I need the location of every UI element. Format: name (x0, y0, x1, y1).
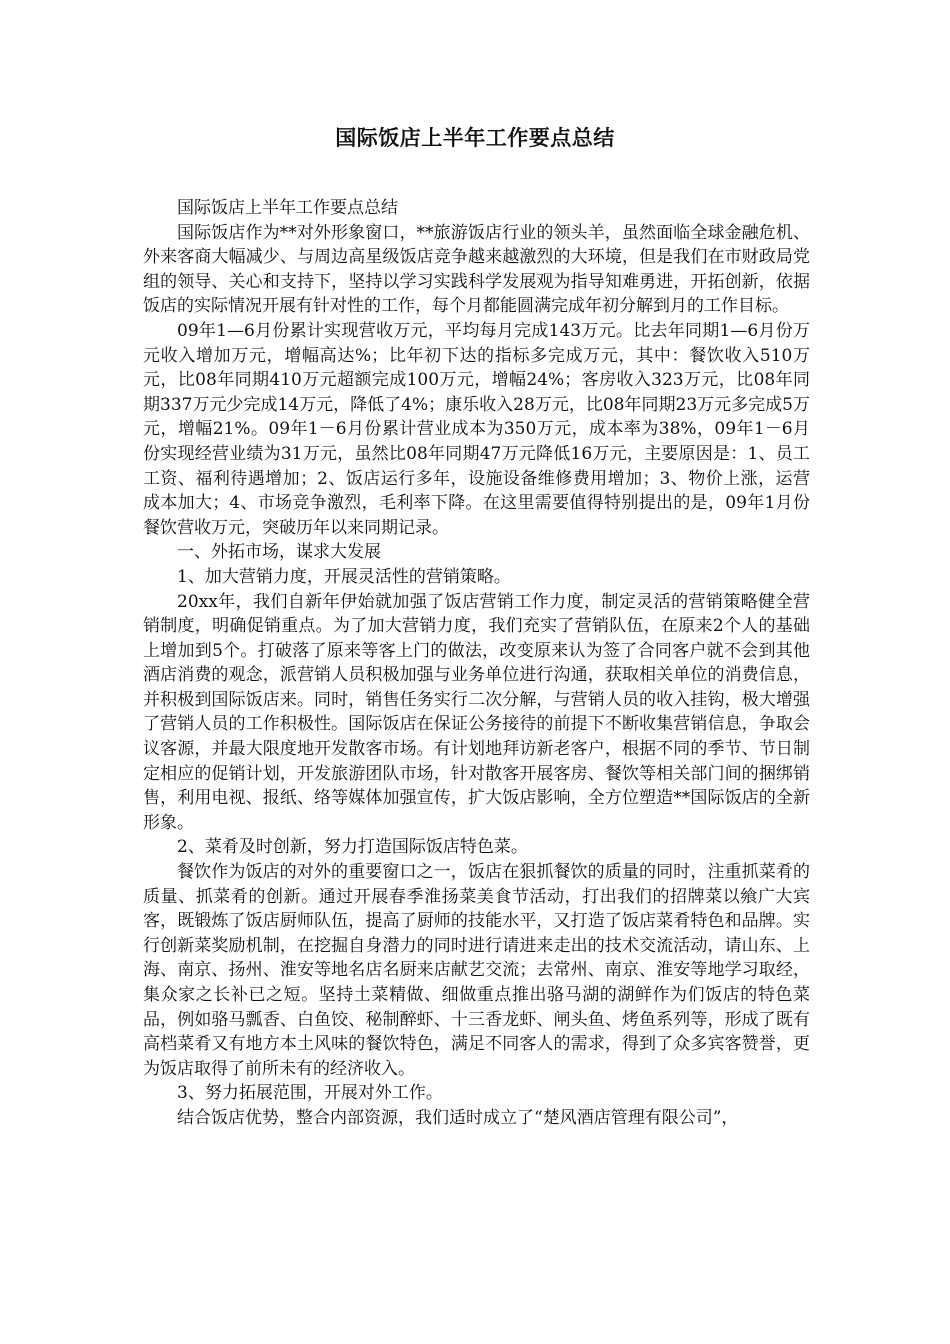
document-body (143, 196, 810, 1131)
paragraph-marketing: 20xx年，我们自新年伊始就加强了饭店营销工作力度，制定灵活的营销策略健全营销制度，明确促销重点。为了加大营销力度，我们充实了营销队伍，在原来2个人的基础上增加到5个。打破落了原来等客上门的做法，改变原来认为签了合同客户就不会到其他酒店消费的观念，派营销人员积极加强与业务单位进行沟通，获取相关单位的消费信息，并积极到国际饭店来。同时，销售任务实行二次分解，与营销人员的收入挂钩，极大增强了营销人员的工作积极性。国际饭店在保证公务接待的前提下不断收集营销信息，争取会议客源，并最大限度地开发散客市场。有计划地拜访新老客户，根据不同的季节、节日制定相应的促销计划，开发旅游团队市场，针对散客开展客房、餐饮等相关部门间的捆绑销售，利用电视、报纸、络等媒体加强宣传，扩大饭店影响，全方位塑造**国际饭店的全新形象。 (143, 591, 810, 833)
paragraph-revenue: 09年1—6月份累计实现营收万元，平均每月完成143万元。比去年同期1—6月份万元收入增加万元，增幅高达%；比年初下达的指标多完成万元，其中：餐饮收入510万元，比08年同期410万元超额完成100万元，增幅24%；客房收入323万元，比08年同期337万元少完成14万元，降低了4%；康乐收入28万元，比08年同期23万元多完成5万元，增幅21%。09年1－6月份累计营业成本为350万元，成本率为38%，09年1－6月份实现经营业绩为31万元，虽然比08年同期47万元降低16万元，主要原因是：1、员工工资、福利待遇增加；2、饭店运行多年，设施设备维修费用增加；3、物价上涨，运营成本加大；4、市场竞争激烈，毛利率下降。在这里需要值得特别提出的是，09年1月份餐饮营收万元，突破历年以来同期记录。 (143, 320, 810, 538)
subheading-marketing: 1、加大营销力度，开展灵活性的营销策略。 (177, 566, 511, 587)
paragraph-cuisine: 餐饮作为饭店的对外的重要窗口之一，饭店在狠抓餐饮的质量的同时，注重抓菜肴的质量、抓菜肴的创新。通过开展春季淮扬菜美食节活动，打出我们的招牌菜以飨广大宾客，既锻炼了饭店厨师队伍，提高了厨师的技能水平，又打造了饭店菜肴特色和品牌。实行创新菜奖励机制，在挖掘自身潜力的同时进行请进来走出的技术交流活动，请山东、上海、南京、扬州、淮安等地名店名厨来店献艺交流；去常州、南京、淮安等地学习取经，集众家之长补已之短。坚持土菜精做、细做重点推出骆马湖的湖鲜作为们饭店的特色菜品，例如骆马瓢香、白鱼饺、秘制醉虾、十三香龙虾、闸头鱼、烤鱼系列等，形成了既有高档菜肴又有地方本土风味的餐饮特色，满足不同客人的需求，得到了众多宾客赞誉，更为饭店取得了前所未有的经济收入。 (143, 862, 810, 1079)
document-title: 国际饭店上半年工作要点总结 (335, 125, 615, 150)
paragraph-intro: 国际饭店作为**对外形象窗口，**旅游饭店行业的领头羊，虽然面临全球金融危机、外来客商大幅减少、与周边高星级饭店竞争越来越激烈的大环境，但是我们在市财政局党组的领导、关心和支持下，坚持以学习实践科学发展观为指导知难勇进，开拓创新，依据饭店的实际情况开展有针对性的工作，每个月都能圆满完成年初分解到月的工作目标。 (143, 222, 810, 317)
paragraph-heading-repeat: 国际饭店上半年工作要点总结 (177, 198, 398, 218)
section-heading-market: 一、外拓市场，谋求大发展 (177, 542, 381, 563)
subheading-cuisine: 2、菜肴及时创新，努力打造国际饭店特色菜。 (177, 837, 528, 858)
subheading-expansion: 3、努力拓展范围，开展对外工作。 (177, 1083, 443, 1104)
paragraph-expansion: 结合饭店优势，整合内部资源，我们适时成立了“楚风酒店管理有限公司”， (177, 1107, 739, 1128)
